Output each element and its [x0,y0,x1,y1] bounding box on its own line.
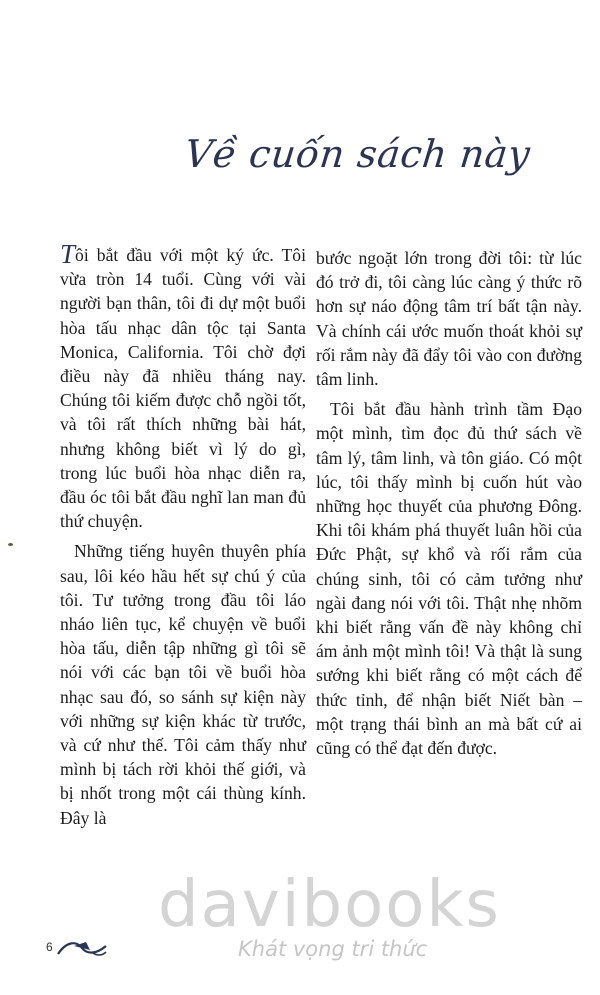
text-column-right [316,246,582,760]
text-column-left [60,239,306,830]
paragraph: bước ngoặt lớn trong đời tôi: từ lúc đó trở đi, tôi càng lúc càng ý thức rõ hơn sự náo động tâm trí bất tận này. Và chính cái ước muốn thoát khỏi sự rối rắm này đã đẩy tôi vào con đường tâm linh. [316,248,582,390]
chapter-title: Về cuốn sách này [182,132,533,176]
paragraph: Những tiếng huyên thuyên phía sau, lôi kéo hầu hết sự chú ý của tôi. Tư tưởng trong đầu tôi láo nháo liên tục, kể chuyện về buổi hòa tấu, diễn tập những gì tôi sẽ nói với các bạn tôi về buổi hòa nhạc sau đó, so sánh sự kiện này với những sự kiện khác từ trước, và cứ như thế. Tôi cảm thấy như mình bị tách rời khỏi thế giới, và bị nhốt trong một cái thùng kính. Đây là [60,541,306,828]
page-ornament-icon [56,936,108,958]
drop-cap: T [60,239,76,269]
watermark-tagline: Khát vọng tri thức [238,937,428,961]
watermark-logo: davibooks [158,868,501,942]
page-number: 6 [46,940,53,954]
paragraph-text: ôi bắt đầu với một ký ức. Tôi vừa tròn 14 tuổi. Cùng với vài người bạn thân, tôi đi dự một buổi hòa tấu nhạc dân tộc tại Santa Monica, California. Tôi chờ đợi điều này đã nhiều tháng nay. Chúng tôi kiếm được chỗ ngồi tốt, và tôi rất thích những bài hát, nhưng không biết vì lý do gì, trong lúc buổi hòa nhạc diễn ra, đầu óc tôi bắt đầu nghĩ lan man đủ thứ chuyện. [60,245,306,532]
scan-speck [8,543,13,546]
paragraph: Tôi bắt đầu hành trình tầm Đạo một mình, tìm đọc đủ thứ sách về tâm lý, tâm linh, và tôn giáo. Có một lúc, tôi thấy mình bị cuốn hút vào những học thuyết của phương Đông. Khi tôi khám phá thuyết luân hồi của Đức Phật, sự khổ và rối rắm của chúng sinh, tôi có cảm tưởng như ngài đang nói với tôi. Thật nhẹ nhõm khi biết rằng vấn đề này không chỉ ám ảnh một mình tôi! Và thật là sung sướng khi biết rằng có một cách để thức tỉnh, để nhận biết Niết bàn – một trạng thái bình an mà bất cứ ai cũng có thể đạt đến được. [316,399,582,759]
paragraph [60,239,306,533]
